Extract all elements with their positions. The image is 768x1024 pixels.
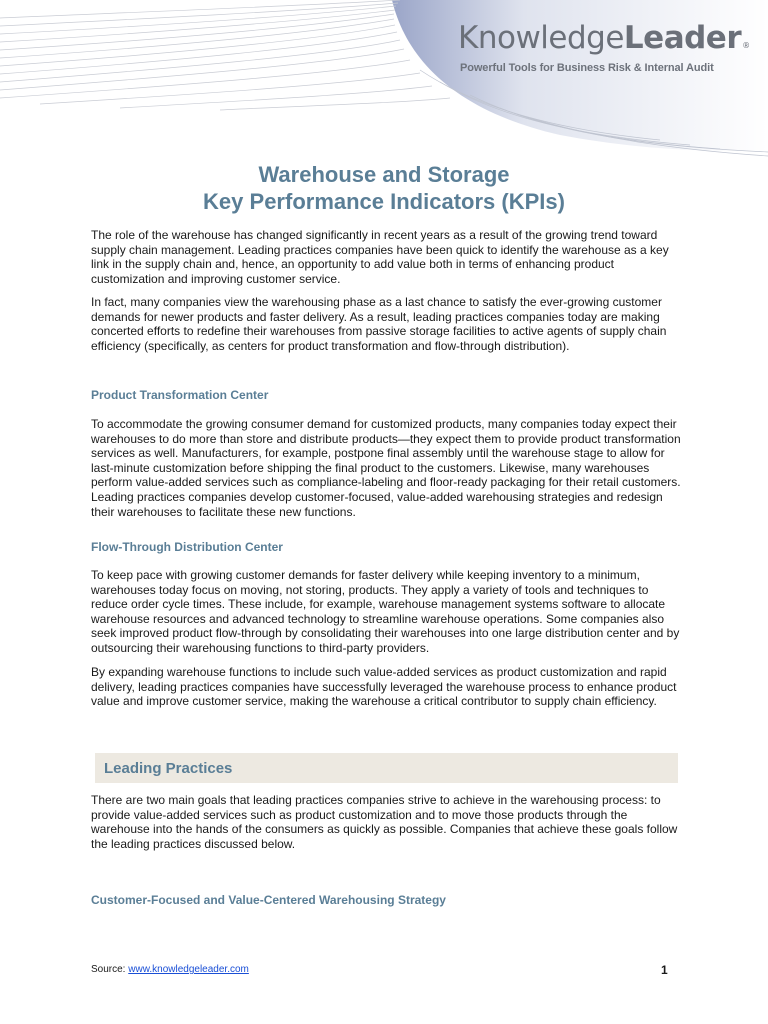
leading-practices-banner: [95, 753, 678, 783]
leading-practices-heading: Leading Practices: [104, 760, 233, 777]
product-transformation-paragraph: To accommodate the growing consumer demand for customized products, many companies today expect their warehouses to do more than store and distribute products—they expect them to provide product transformation services as well. Manufacturers, for example, postpone final assembly until the warehouse stage to allow for last-minute customization before shipping the final product to the customers. Likewise, many warehouses perform value-added services such as compliance-labeling and floor-ready packaging for their retail customers. Leading practices companies develop customer-focused, value-added warehousing strategies and redesign their warehouses to facilitate these new functions.: [91, 417, 681, 519]
leading-practices-paragraph: There are two main goals that leading practices companies strive to achieve in the warehousing process: to provide value-added services such as product customization and to move those products through the warehouse into the hands of the consumers as quickly as possible. Companies that achieve these goals follow the leading practices discussed below.: [91, 793, 678, 851]
section-heading-customer-focused: Customer-Focused and Value-Centered Warehousing Strategy: [91, 893, 446, 907]
source-label: Source:: [91, 964, 129, 975]
brand-tagline: Powerful Tools for Business Risk & Internal Audit: [460, 62, 714, 74]
brand-bold: Leader: [623, 20, 742, 56]
page-number: 1: [661, 963, 668, 977]
flow-through-paragraph-1: To keep pace with growing customer demands for faster delivery while keeping inventory to a minimum, warehouses today focus on moving, not storing, products. They apply a variety of tools and techniques to reduce order cycle times. These include, for example, warehouse management systems software to allocate warehouse resources and advanced technology to streamline warehouse operations. Some companies also seek improved product flow-through by consolidating their warehouses into one large distribution center and by outsourcing their warehousing functions to third-party providers.: [91, 568, 680, 655]
section-heading-flow-through: Flow-Through Distribution Center: [91, 540, 283, 554]
intro-paragraph-1: The role of the warehouse has changed significantly in recent years as a result of the growing trend toward supply chain management. Leading practices companies have been quick to identify the warehouse as a key link in the supply chain and, hence, an opportunity to add value both in terms of enhancing product customization and improving customer service.: [91, 228, 669, 286]
document-title-line1: Warehouse and Storage: [258, 162, 510, 187]
section-heading-product-transformation: Product Transformation Center: [91, 388, 269, 402]
source-link[interactable]: www.knowledgeleader.com: [128, 964, 249, 975]
brand-regular: Knowledge: [458, 20, 624, 56]
document-title-line2: Key Performance Indicators (KPIs): [203, 189, 565, 214]
flow-through-paragraph-2: By expanding warehouse functions to include such value-added services as product customization and rapid delivery, leading practices companies have successfully leveraged the warehouse process to enhance product value and improve customer service, making the warehouse a critical contributor to supply chain efficiency.: [91, 665, 677, 709]
intro-paragraph-2: In fact, many companies view the warehousing phase as a last chance to satisfy the ever-growing customer demands for newer products and faster delivery. As a result, leading practices companies today are making concerted efforts to redefine their warehouses from passive storage facilities to active agents of supply chain efficiency (specifically, as centers for product transformation and flow-through distribution).: [91, 295, 667, 353]
brand-logo: [458, 18, 750, 58]
registered-mark: ®: [742, 41, 750, 50]
footer-source: [91, 964, 249, 975]
